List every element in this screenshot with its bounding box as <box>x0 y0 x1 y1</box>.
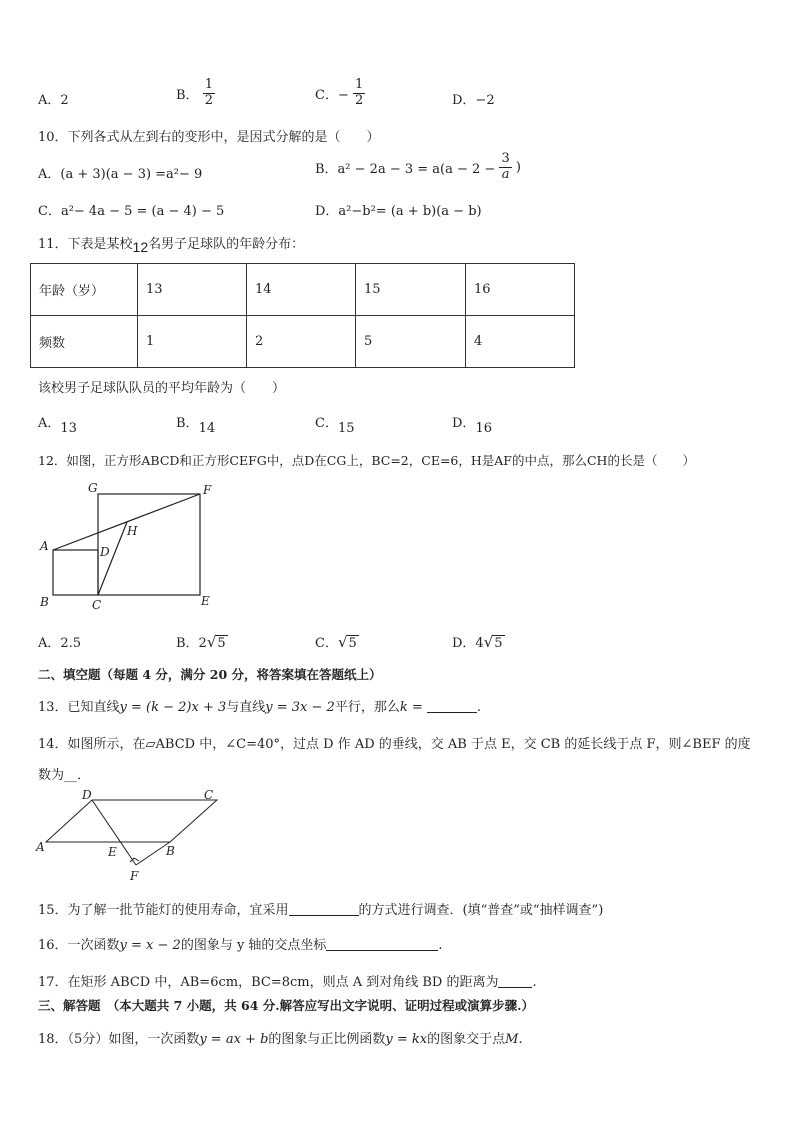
label-f: F <box>130 869 139 883</box>
q10-stem: 10．下列各式从左到右的变形中，是因式分解的是（ ） <box>38 130 380 145</box>
q16: 16．一次函数y = x − 2的图象与 y 轴的交点坐标 . <box>38 938 443 953</box>
q14-line2: 数为__． <box>38 768 91 783</box>
table-cell: 14 <box>247 264 356 316</box>
label-e: E <box>108 845 117 859</box>
q11-option-b: B．14 <box>176 416 216 436</box>
table-cell: 15 <box>356 264 466 316</box>
q16-answer-blank[interactable] <box>326 938 438 951</box>
table-cell: 2 <box>247 316 356 368</box>
q13: 13．已知直线y = (k − 2)x + 3与直线y = 3x − 2平行，那么k = . <box>38 700 482 715</box>
label-d: D <box>82 788 92 802</box>
q14-parallelogram-figure <box>32 788 232 886</box>
q9-option-b: B． $\frac{1}{2}$ <box>176 77 213 108</box>
segment-bf <box>136 842 170 865</box>
q11-option-c: C．15 <box>315 416 355 436</box>
table-cell: 1 <box>138 316 247 368</box>
q11-stem: 11．下表是某校12名男子足球队的年龄分布： <box>38 237 305 255</box>
label-h: H <box>127 524 138 538</box>
table-cell: 年龄（岁） <box>31 264 138 316</box>
age-distribution-table <box>30 263 575 368</box>
label-b: B <box>40 595 49 609</box>
label-c: C <box>92 598 102 612</box>
label-e: E <box>201 594 210 608</box>
q11-option-d: D．16 <box>452 416 492 436</box>
table-cell: 4 <box>466 316 575 368</box>
section-2-heading: 二、填空题（每题 4 分，满分 20 分，将答案填在答题纸上） <box>38 667 382 682</box>
q12-option-d: D．4√5 <box>452 633 503 651</box>
q10-option-a: A．(a + 3)(a − 3) =a²− 9 <box>38 167 203 182</box>
q12-option-c: C．√5 <box>315 633 357 651</box>
q10-option-b: B．a² − 2a − 3 = a(a − 2 − $\frac{3}{a}$ ) <box>315 151 521 182</box>
q11-question: 该校男子足球队队员的平均年龄为（ ） <box>38 381 286 396</box>
q12-option-b: B．2√5 <box>176 633 226 651</box>
table-row <box>31 264 575 316</box>
q11-option-a: A．13 <box>38 416 77 436</box>
q17-answer-blank[interactable] <box>498 975 532 988</box>
q10-option-d: D．a²−b²= (a + b)(a − b) <box>315 204 482 219</box>
table-cell: 5 <box>356 316 466 368</box>
q15-answer-blank[interactable] <box>289 903 359 916</box>
label-a: A <box>36 840 45 854</box>
q10-option-c: C．a²− 4a − 5 = (a − 4) − 5 <box>38 204 225 219</box>
q13-answer-blank[interactable] <box>427 700 477 713</box>
q12-stem: 12．如图，正方形ABCD和正方形CEFG中，点D在CG上，BC=2，CE=6，H是AF的中点，那么CH的长是（ ） <box>38 453 695 468</box>
square-abcd <box>53 550 98 595</box>
section-3-heading: 三、解答题 （本大题共 7 小题，共 64 分.解答应写出文字说明、证明过程或演算步骤.） <box>38 998 534 1013</box>
label-c: C <box>204 788 214 802</box>
q12-option-a: A．2.5 <box>38 636 82 651</box>
q9-option-a: A．2 <box>38 93 69 108</box>
q12-squares-figure <box>30 478 230 614</box>
q9-option-c: C．− $\frac{1}{2}$ <box>315 77 364 108</box>
q18: 18．（5分）如图，一次函数y = ax + b的图象与正比例函数y = kx的图象交于点M. <box>38 1032 523 1047</box>
label-a: A <box>40 539 49 553</box>
table-cell: 16 <box>466 264 575 316</box>
q15: 15．为了解一批节能灯的使用寿命，宜采用 的方式进行调查．(填“普查”或“抽样调查”) <box>38 903 604 918</box>
q9-option-d: D．−2 <box>452 93 495 108</box>
label-g: G <box>88 481 98 495</box>
table-cell: 13 <box>138 264 247 316</box>
table-row <box>31 316 575 368</box>
q14-line1: 14．如图所示，在▱ABCD 中，∠C=40°，过点 D 作 AD 的垂线，交 AB 于点 E，交 CB 的延长线于点 F，则∠BEF 的度 <box>38 737 751 752</box>
square-cefg <box>98 494 200 595</box>
parallelogram-abcd <box>46 800 217 842</box>
label-b: B <box>166 844 175 858</box>
table-cell: 频数 <box>31 316 138 368</box>
q17: 17．在矩形 ABCD 中，AB=6cm，BC=8cm，则点 A 到对角线 BD 的距离为 . <box>38 975 537 990</box>
label-d: D <box>100 545 110 559</box>
label-f: F <box>203 483 212 497</box>
